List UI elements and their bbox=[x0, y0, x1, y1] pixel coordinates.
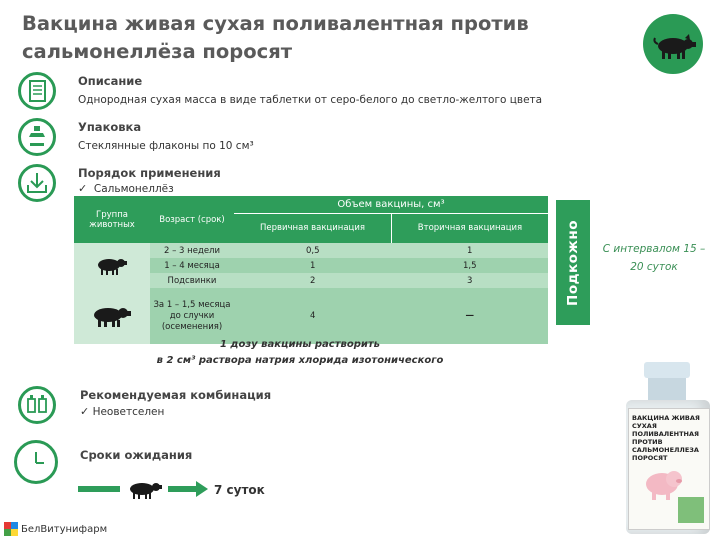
secondary-cell: — bbox=[465, 311, 474, 321]
age-cell: Подсвинки bbox=[167, 275, 217, 286]
document-icon bbox=[18, 72, 56, 110]
brand-logo-icon bbox=[4, 522, 18, 536]
col-secondary-header: Вторичная вакцинация bbox=[391, 213, 548, 243]
description-title: Описание bbox=[78, 74, 143, 88]
combination-title: Рекомендуемая комбинация bbox=[80, 388, 272, 402]
vial-icon bbox=[18, 118, 56, 156]
waiting-value: 7 суток bbox=[214, 483, 265, 497]
age-cell: 2 – 3 недели bbox=[163, 245, 221, 256]
primary-cell: 1 bbox=[310, 260, 316, 271]
vaccination-table bbox=[74, 196, 548, 344]
sow-icon bbox=[85, 298, 139, 332]
note-line-2: в 2 см³ раствора натрия хлорида изотонического bbox=[156, 355, 444, 366]
piglet-icon bbox=[87, 249, 137, 279]
vaccine-vial bbox=[618, 362, 712, 536]
usage-item bbox=[78, 182, 174, 195]
dissolution-note bbox=[130, 337, 470, 369]
usage-title: Порядок применения bbox=[78, 166, 221, 180]
table-row bbox=[74, 243, 548, 258]
waiting-title: Сроки ожидания bbox=[80, 448, 193, 462]
vial-label: ВАКЦИНА ЖИВАЯ СУХАЯ ПОЛИВАЛЕНТНАЯ ПРОТИВ САЛЬМОНЕЛЛЕЗА ПОРОСЯТ bbox=[632, 414, 700, 462]
table-row bbox=[74, 288, 548, 344]
col-age-header: Возраст (срок) bbox=[150, 196, 234, 243]
primary-cell: 2 bbox=[310, 275, 316, 286]
description-text: Однородная сухая масса в виде таблетки от серо-белого до светло-желтого цвета bbox=[78, 94, 543, 106]
check-icon: ✓ bbox=[80, 405, 90, 418]
combination-item-label: Неоветселен bbox=[92, 406, 165, 418]
secondary-cell: 1,5 bbox=[462, 260, 477, 271]
primary-cell: 4 bbox=[310, 311, 316, 321]
secondary-cell: 3 bbox=[467, 275, 473, 286]
check-icon: ✓ bbox=[78, 182, 88, 195]
route-text: Подкожно bbox=[565, 219, 581, 306]
secondary-cell: 1 bbox=[467, 245, 473, 256]
pig-icon bbox=[130, 483, 162, 499]
page-title: Вакцина живая сухая поливалентная против сальмонеллёза поросят bbox=[22, 12, 529, 63]
waiting-arrow bbox=[78, 472, 210, 508]
pig-icon bbox=[643, 14, 703, 74]
piglet-cell bbox=[74, 243, 150, 288]
combination-item bbox=[80, 405, 164, 418]
route-label bbox=[556, 200, 590, 325]
age-cell: За 1 – 1,5 месяца до случки (осеменения) bbox=[153, 299, 231, 332]
sow-cell bbox=[74, 288, 150, 344]
primary-cell: 0,5 bbox=[305, 245, 320, 256]
interval-note: С интервалом 15 – 20 суток bbox=[602, 243, 706, 273]
brand-name: БелВитунифарм bbox=[21, 523, 108, 535]
pig-badge bbox=[643, 14, 703, 74]
clock-icon bbox=[14, 440, 58, 484]
bottles-icon bbox=[18, 386, 56, 424]
col-volume-header: Объем вакцины, см³ bbox=[234, 196, 548, 213]
pig-illustration bbox=[640, 462, 684, 502]
col-group-header: Группа животных bbox=[74, 196, 150, 243]
age-cell: 1 – 4 месяца bbox=[164, 260, 220, 271]
packaging-title: Упаковка bbox=[78, 120, 142, 134]
brand bbox=[4, 521, 107, 537]
packaging-text: Стеклянные флаконы по 10 см³ bbox=[78, 140, 254, 152]
download-arrow-icon bbox=[18, 164, 56, 202]
usage-item-label: Сальмонеллёз bbox=[93, 183, 174, 195]
note-line-1: 1 дозу вакцины растворить bbox=[219, 339, 381, 350]
col-primary-header: Первичная вакцинация bbox=[234, 213, 391, 243]
